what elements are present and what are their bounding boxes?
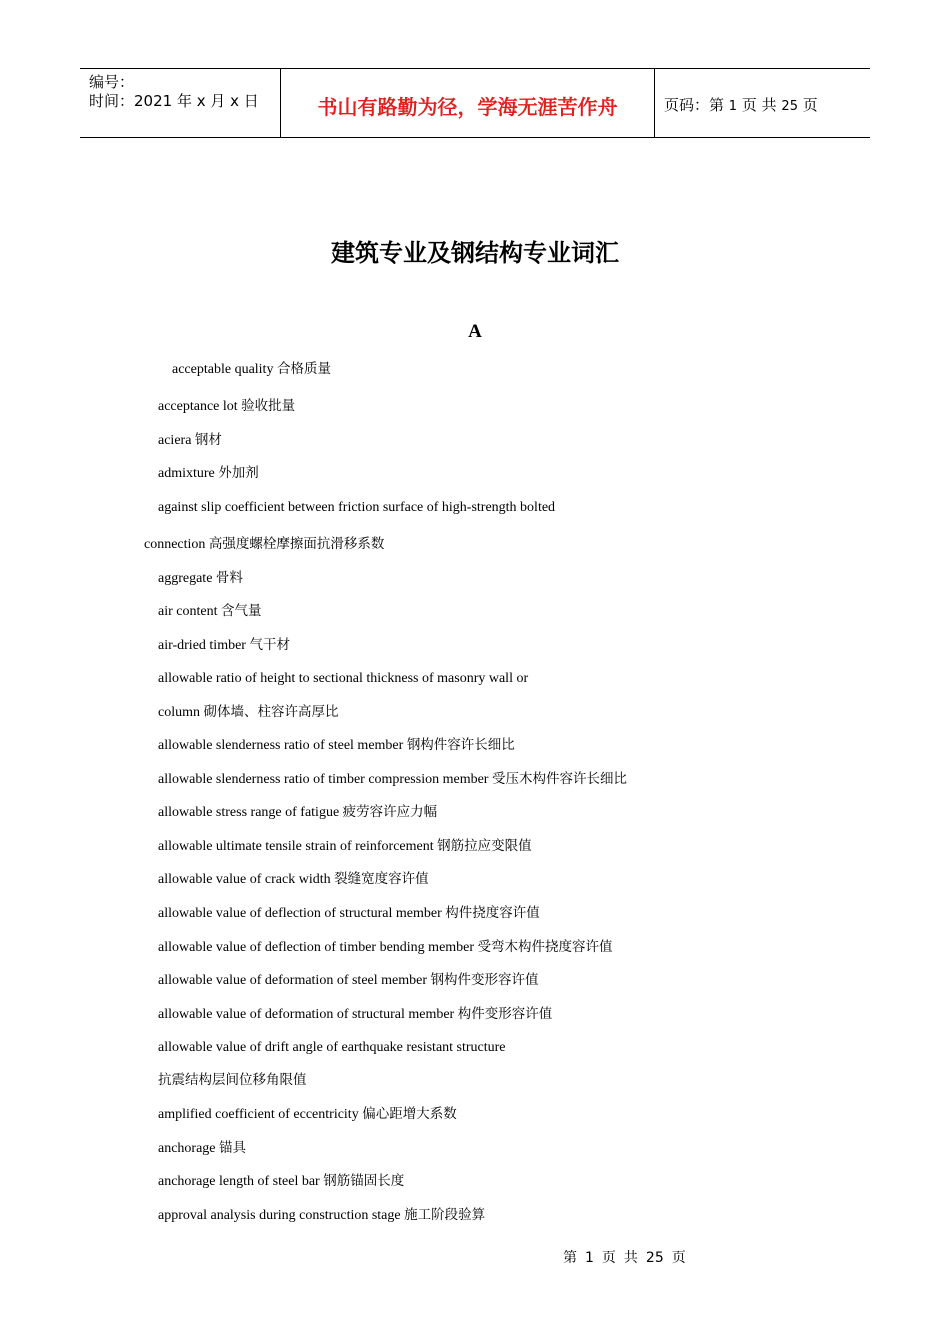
entry-chinese: 钢构件容许长细比 [406, 737, 515, 753]
glossary-entry [158, 397, 295, 416]
glossary-entry [158, 837, 532, 856]
entry-english: allowable value of deflection of timber bending member [158, 940, 475, 955]
glossary-entry [158, 703, 339, 722]
header-page-code [664, 94, 818, 115]
entry-chinese: 偏心距增大系数 [362, 1106, 457, 1122]
page-code-number: 1 [728, 99, 738, 114]
header-page-cell [655, 69, 870, 137]
footer-page-number: 1 [585, 1250, 594, 1266]
entry-english: allowable value of crack width [158, 872, 331, 887]
document-number-label: 编号： [89, 73, 135, 91]
entry-english: connection [144, 537, 206, 552]
entry-english: allowable value of drift angle of earthquake resistant structure [158, 1040, 506, 1055]
entry-chinese: 合格质量 [276, 361, 331, 377]
glossary-entry [158, 569, 243, 588]
glossary-entry [158, 1206, 485, 1225]
glossary-entry [158, 1005, 552, 1024]
footer-prefix: 第 [563, 1250, 577, 1266]
entry-english: anchorage [158, 1141, 216, 1156]
page-footer [563, 1247, 694, 1267]
footer-total: 25 [645, 1250, 664, 1266]
entry-chinese: 施工阶段验算 [404, 1207, 486, 1223]
glossary-entry [144, 535, 384, 554]
document-title: 建筑专业及钢结构专业词汇 [331, 239, 619, 267]
glossary-entry [158, 431, 222, 450]
entry-chinese: 抗震结构层间位移角限值 [158, 1072, 307, 1088]
entry-english: allowable value of deformation of steel member [158, 973, 428, 988]
entry-chinese: 钢筋锚固长度 [323, 1173, 405, 1189]
entry-chinese: 疲劳容许应力幅 [342, 804, 438, 820]
entry-english: amplified coefficient of eccentricity [158, 1107, 359, 1122]
entry-chinese: 构件变形容许值 [457, 1006, 553, 1022]
glossary-entry [158, 870, 429, 889]
glossary-entry [158, 1172, 404, 1191]
entry-chinese: 受压木构件容许长细比 [491, 771, 627, 787]
page-code-total: 25 [781, 99, 798, 114]
glossary-entry [172, 360, 331, 379]
entry-chinese: 含气量 [220, 603, 262, 619]
entry-chinese: 钢构件变形容许值 [430, 972, 539, 988]
glossary-entry [158, 904, 540, 923]
glossary-entry [158, 464, 259, 483]
glossary-entry [158, 636, 290, 655]
entry-english: aggregate [158, 571, 213, 586]
entry-chinese: 钢材 [194, 432, 222, 448]
entry-english: column [158, 705, 200, 720]
glossary-entry [158, 1139, 246, 1158]
glossary-entry [158, 1038, 506, 1057]
entry-english: approval analysis during construction stage [158, 1208, 401, 1223]
glossary-entry [158, 770, 627, 789]
page-header [80, 68, 870, 138]
page-code-mid: 页 共 [741, 96, 777, 114]
page-code-suffix: 页 [802, 96, 818, 114]
entry-english: allowable stress range of fatigue [158, 805, 340, 820]
entry-chinese: 气干材 [249, 637, 290, 653]
entry-chinese: 锚具 [219, 1140, 247, 1156]
entry-chinese: 砌体墙、柱容许高厚比 [203, 704, 339, 720]
glossary-entry [158, 938, 613, 957]
entry-english: anchorage length of steel bar [158, 1174, 320, 1189]
glossary-entry [158, 1105, 457, 1124]
entry-chinese: 验收批量 [241, 398, 296, 414]
entry-chinese: 钢筋拉应变限值 [437, 838, 532, 854]
glossary-entry [158, 602, 261, 621]
footer-total-label: 共 [623, 1250, 638, 1266]
entry-english: aciera [158, 433, 192, 448]
entry-chinese: 受弯木构件挠度容许值 [477, 939, 613, 955]
glossary-entry [158, 736, 515, 755]
page-code-prefix: 页码：第 [664, 96, 725, 114]
entry-english: admixture [158, 466, 215, 481]
header-motto-cell [281, 69, 655, 137]
document-time-label: 时间：2021 年 x 月 x 日 [89, 92, 259, 110]
entry-english: allowable value of deformation of structural member [158, 1007, 455, 1022]
entry-chinese: 骨料 [215, 570, 243, 586]
footer-suffix: 页 [671, 1250, 686, 1266]
header-info-cell [80, 69, 281, 137]
entry-english: allowable value of deflection of structural member [158, 906, 442, 921]
entry-english: acceptance lot [158, 399, 238, 414]
glossary-entry [158, 498, 555, 517]
section-heading: A [468, 321, 482, 342]
footer-mid: 页 [601, 1250, 616, 1266]
entry-chinese: 高强度螺栓摩擦面抗滑移系数 [208, 536, 385, 552]
entry-chinese: 裂缝宽度容许值 [334, 871, 429, 887]
entry-chinese: 构件挠度容许值 [445, 905, 540, 921]
entry-english: allowable slenderness ratio of timber compression member [158, 772, 489, 787]
glossary-entry [158, 1071, 307, 1090]
glossary-entry [158, 669, 528, 688]
header-motto: 书山有路勤为径，学海无涯苦作舟 [317, 95, 618, 119]
glossary-entry [158, 971, 539, 990]
entry-english: allowable ratio of height to sectional thickness of masonry wall or [158, 671, 529, 686]
entry-english: air content [158, 604, 218, 619]
entry-chinese: 外加剂 [218, 465, 259, 481]
entry-english: allowable ultimate tensile strain of reinforcement [158, 839, 434, 854]
glossary-entry [158, 803, 437, 822]
entry-english: against slip coefficient between friction surface of high-strength bolted [158, 500, 556, 515]
entry-english: allowable slenderness ratio of steel member [158, 738, 404, 753]
entry-english: air-dried timber [158, 638, 246, 653]
entry-english: acceptable quality [172, 362, 274, 377]
